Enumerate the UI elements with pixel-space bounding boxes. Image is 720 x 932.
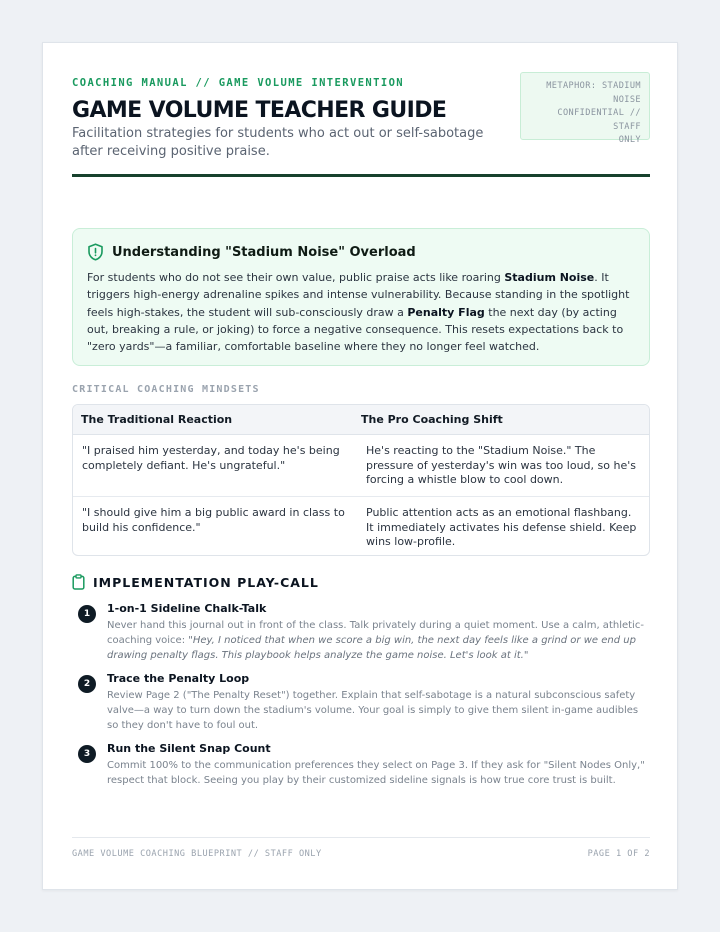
callout-title: Understanding "Stadium Noise" Overload: [112, 244, 416, 260]
footer-label: GAME VOLUME COACHING BLUEPRINT // STAFF ONLY: [72, 849, 322, 859]
play-call-step: [78, 602, 650, 664]
table-cell: "I praised him yesterday, and today he's being completely defiant. He's ungrateful.": [82, 444, 340, 472]
implementation-title: IMPLEMENTATION PLAY-CALL: [93, 574, 319, 590]
stamp-line: NOISE: [613, 94, 641, 105]
stadium-noise-callout: [72, 228, 650, 366]
step-body: Review Page 2 ("The Penalty Reset") together. Explain that self-sabotage is a natural subconscious safety valve—a way to turn down the stadium's volume. Your goal is simply to give them silent in-game audibles so they don't have to foul out.: [107, 690, 639, 731]
step-body: [107, 618, 650, 663]
step-number: 1: [78, 605, 96, 623]
guide-page: [42, 42, 678, 890]
play-call-step: [78, 742, 650, 790]
play-call-step: [78, 672, 650, 734]
step-body-text: Never hand this journal out in front of the class. Talk privately during a quiet moment. Use a calm, athletic-coaching voice:: [107, 620, 644, 646]
implementation-heading: [72, 574, 319, 590]
callout-text: For students who do not see their own value, public praise acts like roaring: [87, 271, 505, 284]
mindsets-table: [72, 404, 650, 556]
callout-bold-term: Stadium Noise: [504, 271, 595, 284]
step-quote: "Hey, I noticed that when we score a big win, the next day feels like a grind or we end up drawing penalty flags. This playbook helps analyze the game noise. Let's look at it.": [107, 635, 636, 661]
column-header: The Pro Coaching Shift: [361, 413, 503, 426]
step-title: Trace the Penalty Loop: [107, 672, 250, 685]
step-body: Commit 100% to the communication preferences they select on Page 3. If they ask for "Silent Nodes Only," respect that block. Seeing you play by their customized sideline signals is how true core trust is built.: [107, 760, 645, 786]
table-row: [73, 435, 649, 497]
callout-bold-term: Penalty Flag: [407, 305, 485, 319]
stamp-line: CONFIDENTIAL // STAFF: [557, 108, 641, 132]
header-divider: [72, 174, 650, 177]
table-cell: Public attention acts as an emotional flashbang. It immediately activates his defense shield. Keep wins low-profile.: [366, 506, 637, 548]
step-number: 2: [78, 675, 96, 693]
callout-text: the next day (by acting out, breaking a rule, or joking) to force a negative consequence. This resets expectations back to "zero yards"—a familiar, comfortable baseline where they no longer feel watched.: [87, 305, 624, 354]
page-number: PAGE 1 OF 2: [587, 849, 650, 859]
table-header: [73, 405, 649, 435]
step-number: 3: [78, 745, 96, 763]
step-title: 1-on-1 Sideline Chalk-Talk: [107, 602, 267, 615]
stamp-line: ONLY: [618, 135, 641, 145]
clipboard-icon: [72, 574, 85, 590]
page-title: GAME VOLUME TEACHER GUIDE: [72, 98, 447, 123]
table-cell: "I should give him a big public award in class to build his confidence.": [82, 506, 345, 534]
kicker-label: COACHING MANUAL // GAME VOLUME INTERVENTION: [72, 77, 405, 89]
table-row: [73, 497, 649, 555]
footer-divider: [72, 837, 650, 838]
column-header: The Traditional Reaction: [81, 413, 233, 426]
callout-body: [87, 269, 635, 355]
confidential-stamp: [520, 72, 650, 145]
page-subtitle: Facilitation strategies for students who act out or self-sabotage after receiving positive praise.: [72, 126, 484, 159]
callout-text: . It triggers high-energy adrenaline spikes and intense vulnerability. Because standing in the spotlight feels high-stakes, the student will sub-consciously draw a: [87, 271, 630, 319]
table-cell: He's reacting to the "Stadium Noise." The pressure of yesterday's win was too loud, so he's forcing a whistle blow to cool down.: [366, 444, 636, 486]
mindsets-label: CRITICAL COACHING MINDSETS: [72, 384, 260, 395]
shield-icon: [87, 243, 104, 261]
footer: [72, 849, 650, 859]
step-title: Run the Silent Snap Count: [107, 742, 271, 755]
header: [72, 77, 650, 181]
stamp-line: METAPHOR: STADIUM: [546, 81, 641, 91]
